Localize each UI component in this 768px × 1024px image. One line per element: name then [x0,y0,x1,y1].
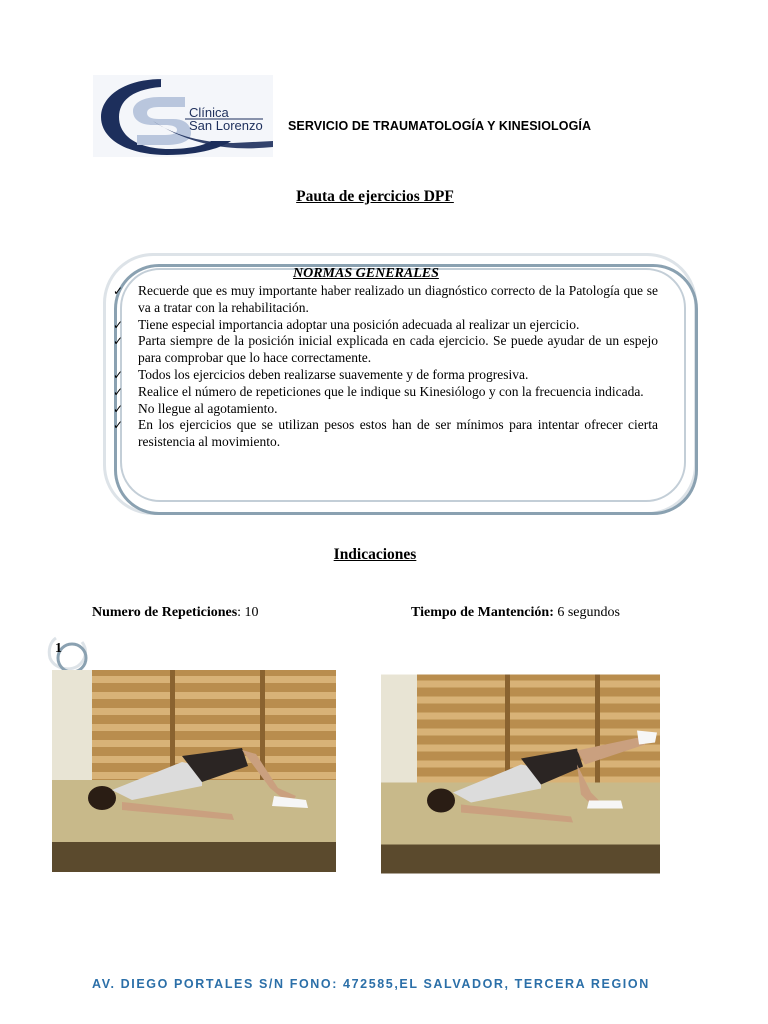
list-item-text: Tiene especial importancia adoptar una posición adecuada al realizar un ejercicio. [138,316,580,332]
mantencion-label: Tiempo de Mantención: [411,605,554,620]
mantencion-row [411,605,620,621]
footer-address: AV. DIEGO PORTALES S/N FONO: 472585,EL SALVADOR, TERCERA REGION [92,977,650,991]
checkmark-icon: ✓ [113,401,124,416]
checkmark-icon: ✓ [113,367,124,382]
checkmark-icon: ✓ [113,384,124,399]
repeticiones-label: Numero de Repeticiones [92,605,238,620]
list-item [113,317,658,334]
list-item-text: No llegue al agotamiento. [138,400,278,416]
list-item-text: En los ejercicios que se utilizan pesos estos han de ser mínimos para intentar ofrecer cierta resistencia al movimiento. [138,417,658,450]
repeticiones-value: : 10 [237,605,259,620]
list-item-text: Parta siempre de la posición inicial explicada en cada ejercicio. Se puede ayudar de un espejo para comprobar que lo hace correctamente. [138,333,658,366]
exercise-number: 1 [55,641,62,656]
logo-text-line1: Clínica [189,105,229,120]
list-item [113,283,658,317]
list-item [113,417,658,451]
exercise-photo-end [381,673,660,875]
mantencion-value: 6 segundos [553,605,620,620]
page-title: Pauta de ejercicios DPF [296,188,454,205]
repeticiones-row [92,605,259,621]
list-item [113,367,658,384]
exercise-photo-start [52,670,336,872]
list-item [113,333,658,367]
checkmark-icon: ✓ [113,418,124,433]
checkmark-icon: ✓ [113,334,124,349]
indicaciones-title: Indicaciones [333,546,417,563]
list-item-text: Todos los ejercicios deben realizarse suavemente y de forma progresiva. [138,366,529,382]
checkmark-icon: ✓ [113,284,124,298]
checkmark-icon: ✓ [113,317,124,332]
normas-list [113,283,658,451]
logo-text [189,106,263,132]
exercise-number-badge [46,632,90,672]
list-item-text: Recuerde que es muy importante haber realizado un diagnóstico correcto de la Patología que se va a tratar con la rehabilitación. [138,283,658,315]
logo-text-line2: San Lorenzo [189,118,263,133]
list-item-text: Realice el número de repeticiones que le indique su Kinesiólogo y con la frecuencia indicada. [138,383,644,399]
normas-title: NORMAS GENERALES [293,266,439,281]
list-item [113,384,658,401]
service-heading: SERVICIO DE TRAUMATOLOGÍA Y KINESIOLOGÍA [288,119,592,133]
list-item [113,401,658,418]
